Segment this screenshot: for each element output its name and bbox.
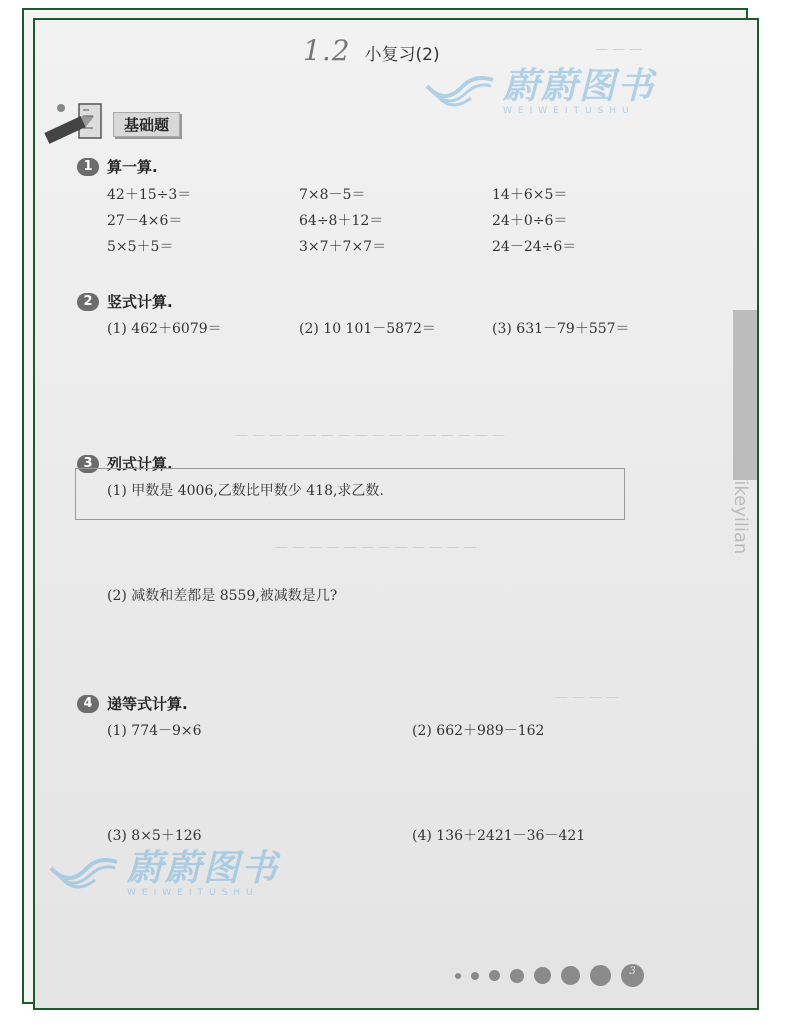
- bleed-through-text: — — — —: [555, 690, 620, 705]
- bleed-through-text: — — — — — — — — — — — — — — — —: [235, 428, 505, 443]
- problem-item: (4) 136＋2421－36－421: [412, 828, 586, 844]
- bleed-through-text: — — —: [595, 42, 643, 57]
- problem-item: 42＋15÷3＝: [107, 187, 192, 203]
- problem-item: (1) 462＋6079＝: [107, 321, 222, 337]
- page-dot: [534, 967, 551, 984]
- page-dot: [471, 972, 479, 980]
- problem-item: 27－4×6＝: [107, 213, 183, 229]
- page-indicator: [455, 964, 644, 987]
- question-title: 列式计算.: [107, 455, 173, 473]
- question-number: 2: [77, 293, 99, 311]
- pencil-ruler-icon: [43, 100, 107, 146]
- problem-item: 5×5＋5＝: [107, 239, 174, 255]
- question-number: 1: [77, 158, 99, 176]
- problem-item: 24＋0÷6＝: [492, 213, 568, 229]
- page-number-dot: [621, 964, 644, 987]
- side-text: Yikeyilian: [730, 470, 751, 555]
- wave-logo-icon: [49, 854, 119, 894]
- page-dot: [510, 969, 524, 983]
- wave-logo-icon: [425, 72, 495, 112]
- watermark-text: [127, 850, 279, 898]
- watermark-cn: 蔚蔚图书: [503, 66, 656, 107]
- question-2-header: [77, 291, 173, 312]
- page-dot: [561, 966, 580, 985]
- watermark-cn: 蔚蔚图书: [127, 848, 280, 889]
- page-dot: [590, 965, 611, 986]
- page-dot: [455, 973, 461, 979]
- problem-item: 64÷8＋12＝: [299, 213, 384, 229]
- section-badge: [43, 100, 203, 146]
- problem-item: (3) 8×5＋126: [107, 828, 202, 844]
- worksheet-page: [33, 18, 759, 1010]
- problem-item: (2) 662＋989－162: [412, 723, 545, 739]
- problem-item: 7×8－5＝: [299, 187, 366, 203]
- question-4-header: [77, 693, 188, 714]
- problem-item: 24－24÷6＝: [492, 239, 577, 255]
- question-number: 3: [77, 455, 99, 473]
- lesson-header: [303, 34, 440, 67]
- problem-item: (1) 774－9×6: [107, 723, 202, 739]
- bleed-through-text: — — — — — — — — — — — —: [275, 540, 477, 555]
- side-tab: [733, 310, 757, 480]
- page-dot: [489, 970, 500, 981]
- problem-item: (2) 减数和差都是 8559,被减数是几?: [107, 588, 338, 604]
- watermark-bottom: [49, 850, 279, 898]
- question-number: 4: [77, 695, 99, 713]
- problem-item: (1) 甲数是 4006,乙数比甲数少 418,求乙数.: [107, 483, 384, 499]
- section-label: 基础题: [113, 112, 180, 137]
- watermark-en: WEIWEITUSHU: [127, 888, 259, 898]
- problem-item: 3×7＋7×7＝: [299, 239, 387, 255]
- problem-item: 14＋6×5＝: [492, 187, 568, 203]
- question-title: 竖式计算.: [107, 293, 173, 311]
- page-number: 3: [629, 966, 636, 977]
- problem-item: (3) 631－79＋557＝: [492, 321, 630, 337]
- watermark-text: [503, 68, 655, 116]
- question-title: 算一算.: [107, 158, 158, 176]
- watermark-top: [425, 68, 655, 116]
- problem-item: (2) 10 101－5872＝: [299, 321, 436, 337]
- question-title: 递等式计算.: [107, 695, 188, 713]
- question-1-header: [77, 156, 158, 177]
- lesson-title: 小复习(2): [364, 45, 440, 65]
- watermark-en: WEIWEITUSHU: [503, 106, 635, 116]
- lesson-number: 1.2: [303, 34, 351, 67]
